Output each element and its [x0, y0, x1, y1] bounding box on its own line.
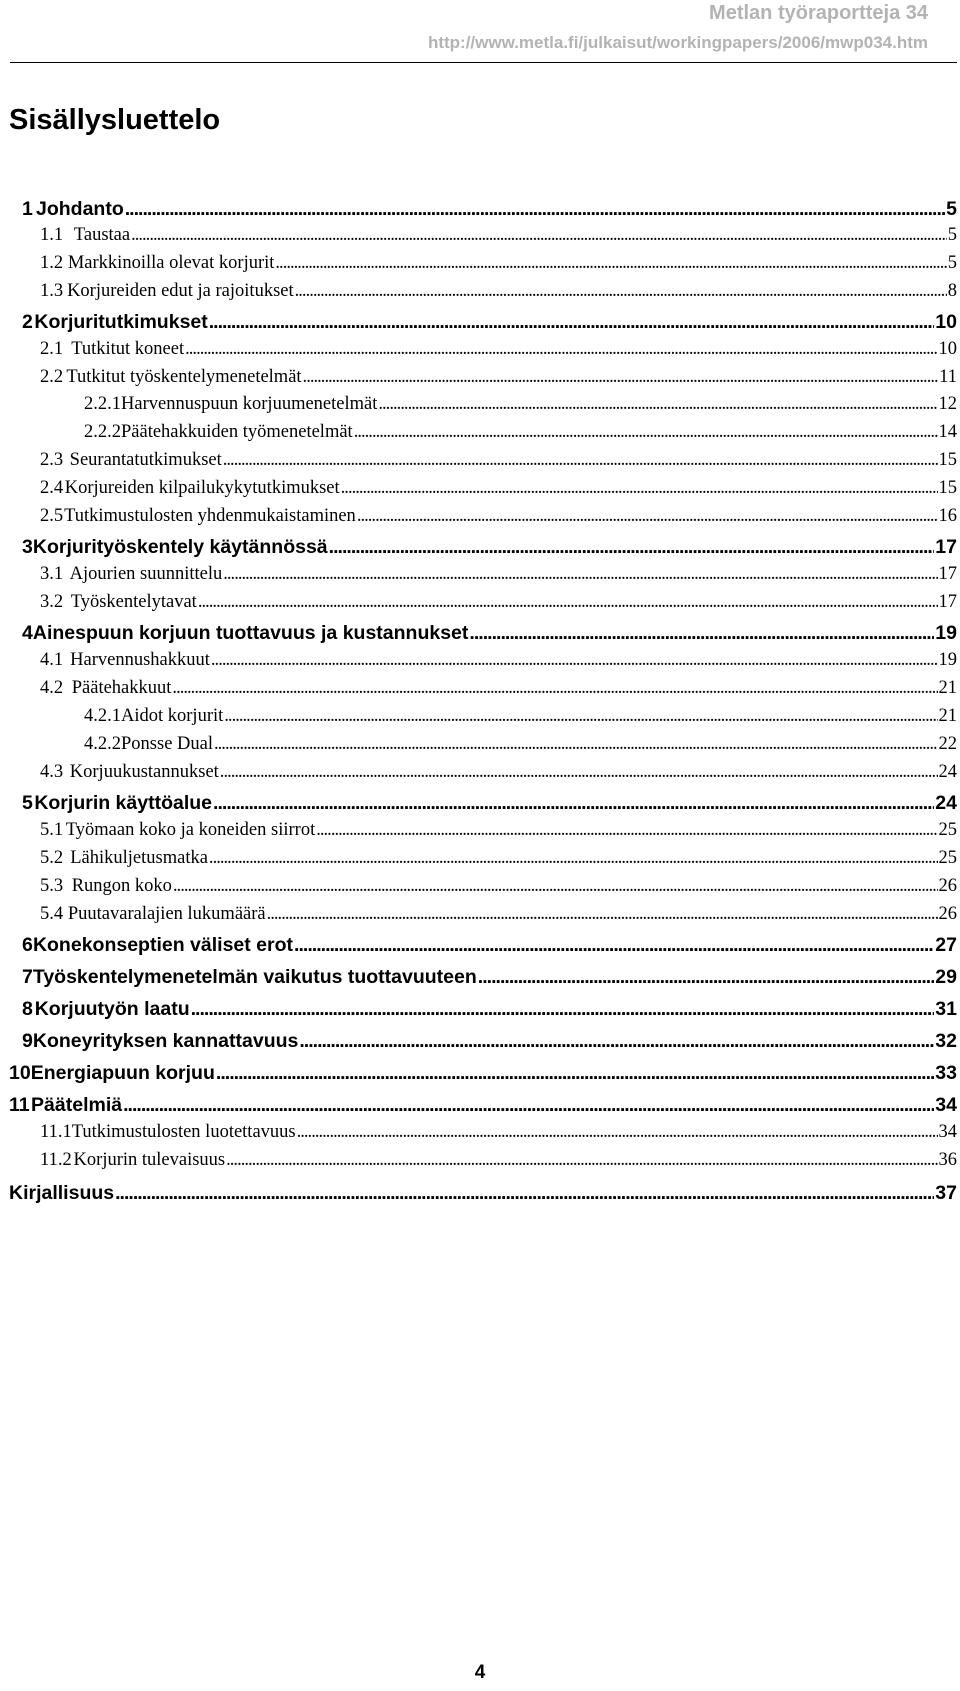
toc-label: Työskentelytavat — [70, 592, 197, 612]
dot-leader — [216, 1062, 934, 1085]
dot-leader — [267, 904, 938, 925]
toc-entry[interactable] — [40, 678, 957, 699]
toc-label: Harvennushakkuut — [70, 650, 210, 670]
toc-label: Konekonseptien väliset erot — [32, 934, 294, 956]
toc-label: Korjuutyön laatu — [34, 998, 190, 1020]
toc-label: Ainespuun korjuun tuottavuus ja kustannukset — [32, 622, 469, 644]
toc-label: Korjurityöskentely käytännössä — [32, 536, 328, 558]
toc-number: 2.2.2 — [84, 422, 121, 442]
toc-number: 5 — [22, 792, 33, 814]
toc-number: 11 — [9, 1094, 30, 1116]
toc-label: Tutkitut työskentelymenetelmät — [66, 367, 302, 387]
toc-label: Koneyrityksen kannattavuus — [32, 1030, 299, 1052]
toc-entry[interactable] — [22, 934, 957, 957]
toc-entry[interactable] — [9, 1094, 957, 1117]
dot-leader — [185, 339, 937, 360]
dot-leader — [294, 934, 934, 957]
toc-number: 2.4 — [40, 478, 64, 498]
dot-leader — [224, 706, 937, 727]
toc-entry[interactable] — [9, 1182, 957, 1205]
toc-entry[interactable] — [84, 706, 957, 727]
toc-number: 6 — [22, 934, 33, 956]
toc-entry[interactable] — [40, 506, 957, 527]
dot-leader — [378, 394, 937, 415]
dot-leader — [329, 536, 935, 559]
toc-number: 4.2.2 — [84, 734, 121, 754]
toc-label: Päätehakkuiden työmenetelmät — [121, 422, 353, 442]
dot-leader — [198, 592, 938, 613]
toc-entry[interactable] — [40, 848, 957, 869]
toc-entry[interactable] — [40, 478, 957, 499]
toc-number: 2.2 — [40, 367, 64, 387]
toc-entry[interactable] — [40, 281, 957, 302]
toc-label: Työmaan koko ja koneiden siirrot — [65, 820, 316, 840]
toc-page: 19 — [935, 622, 957, 644]
toc-label: Lähikuljetusmatka — [70, 848, 208, 868]
toc-page: 31 — [935, 998, 957, 1020]
dot-leader — [357, 506, 938, 527]
toc-page: 11 — [939, 367, 957, 387]
dot-leader — [115, 1182, 934, 1205]
toc-page: 24 — [938, 762, 957, 782]
toc-page: 16 — [938, 506, 957, 526]
toc-page: 12 — [938, 394, 957, 414]
toc-entry[interactable] — [40, 367, 957, 388]
toc-page: 26 — [938, 904, 957, 924]
toc-label: Kirjallisuus — [9, 1182, 115, 1204]
dot-leader — [354, 422, 938, 443]
toc-number: 1 — [22, 198, 33, 220]
dot-leader — [191, 998, 935, 1021]
toc-label: Korjuritutkimukset — [34, 311, 208, 333]
toc-label: Työskentelymenetelmän vaikutus tuottavuuteen — [32, 966, 477, 988]
toc-page: 36 — [938, 1150, 957, 1170]
page-number: 4 — [474, 1662, 486, 1683]
dot-leader — [223, 564, 937, 585]
toc-number: 5.4 — [40, 904, 64, 924]
toc-number: 11.2 — [40, 1150, 72, 1170]
toc-page: 29 — [935, 966, 957, 988]
dot-leader — [213, 792, 934, 815]
toc-label: Ponsse Dual — [121, 734, 213, 754]
toc-page: 22 — [938, 734, 957, 754]
toc-page: 21 — [938, 706, 957, 726]
toc-label: Markkinoilla olevat korjurit — [67, 253, 275, 273]
toc-number: 2.5 — [40, 506, 64, 526]
toc-number: 2.1 — [40, 339, 64, 359]
toc-entry[interactable] — [40, 339, 957, 360]
toc-entry[interactable] — [40, 820, 957, 841]
toc-page: 33 — [935, 1062, 957, 1084]
toc-page: 15 — [938, 450, 957, 470]
toc-label: Päätehakkuut — [71, 678, 172, 698]
dot-leader — [297, 1122, 938, 1143]
toc-number: 7 — [22, 966, 33, 988]
dot-leader — [226, 1150, 937, 1171]
toc-number: 4 — [22, 622, 33, 644]
dot-leader — [299, 1030, 934, 1053]
toc-number: 3.1 — [40, 564, 64, 584]
toc-number: 4.2.1 — [84, 706, 121, 726]
toc-label: Tutkimustulosten yhdenmukaistaminen — [64, 506, 356, 526]
toc-label: Päätelmiä — [31, 1094, 123, 1116]
toc-number: 2.2.1 — [84, 394, 121, 414]
toc-label: Harvennuspuun korjuumenetelmät — [121, 394, 378, 414]
dot-leader — [209, 311, 935, 334]
toc-entry[interactable] — [22, 792, 957, 815]
toc-page: 17 — [938, 564, 957, 584]
toc-entry[interactable] — [40, 904, 957, 925]
toc-entry[interactable] — [22, 622, 957, 645]
toc-page: 34 — [938, 1122, 957, 1142]
toc-page: 19 — [938, 650, 957, 670]
dot-leader — [341, 478, 938, 499]
document-url: http://www.metla.fi/julkaisut/workingpapers/2006/mwp034.htm — [427, 33, 928, 52]
toc-label: Korjureiden edut ja rajoitukset — [67, 281, 294, 301]
toc-entry[interactable] — [40, 253, 957, 274]
toc-label: Korjurin käyttöalue — [34, 792, 213, 814]
toc-page: 26 — [938, 876, 957, 896]
toc-label: Korjureiden kilpailukykytutkimukset — [64, 478, 340, 498]
dot-leader — [131, 225, 947, 246]
toc-page: 37 — [935, 1182, 957, 1204]
dot-leader — [123, 1094, 934, 1117]
toc-entry[interactable] — [40, 1150, 957, 1171]
toc-number: 1.1 — [40, 225, 64, 245]
toc-entry[interactable] — [22, 966, 957, 989]
toc-number: 3.2 — [40, 592, 64, 612]
dot-leader — [125, 198, 945, 221]
toc-page: 25 — [938, 820, 957, 840]
toc-number: 5.2 — [40, 848, 64, 868]
toc-page: 14 — [938, 422, 957, 442]
toc-number: 8 — [22, 998, 33, 1020]
toc-page: 5 — [946, 198, 957, 220]
dot-leader — [469, 622, 934, 645]
toc-number: 10 — [9, 1062, 31, 1084]
toc-page: 27 — [935, 934, 957, 956]
toc-number: 2.3 — [40, 450, 64, 470]
toc-number: 5.3 — [40, 876, 64, 896]
dot-leader — [275, 253, 946, 274]
toc-page: 5 — [947, 253, 957, 273]
dot-leader — [303, 367, 939, 388]
toc-page: 25 — [938, 848, 957, 868]
toc-page: 34 — [935, 1094, 957, 1116]
dot-leader — [173, 876, 938, 897]
toc-label: Puutavaralajien lukumäärä — [67, 904, 266, 924]
page-title: Sisällysluettelo — [9, 104, 221, 136]
toc-entry[interactable] — [84, 394, 957, 415]
dot-leader — [478, 966, 935, 989]
toc-number: 1.2 — [40, 253, 64, 273]
toc-number: 4.1 — [40, 650, 64, 670]
toc-page: 24 — [935, 792, 957, 814]
toc-label: Ajourien suunnittelu — [69, 564, 223, 584]
toc-entry[interactable] — [9, 1062, 957, 1085]
toc-entry[interactable] — [22, 198, 957, 221]
toc-label: Seurantatutkimukset — [69, 450, 222, 470]
toc-entry[interactable] — [22, 536, 957, 559]
toc-number: 9 — [22, 1030, 33, 1052]
toc-label: Energiapuun korjuu — [30, 1062, 215, 1084]
toc-label: Johdanto — [36, 198, 124, 220]
toc-entry[interactable] — [22, 998, 957, 1021]
toc-label: Taustaa — [73, 225, 131, 245]
toc-entry[interactable] — [40, 1122, 957, 1143]
toc-number: 1.3 — [40, 281, 64, 301]
toc-page: 15 — [938, 478, 957, 498]
toc-entry[interactable] — [22, 1030, 957, 1053]
toc-label: Rungon koko — [71, 876, 172, 896]
toc-entry[interactable] — [84, 734, 957, 755]
toc-number: 5.1 — [40, 820, 64, 840]
toc-number: 4.3 — [40, 762, 64, 782]
dot-leader — [172, 678, 937, 699]
dot-leader — [209, 848, 938, 869]
dot-leader — [295, 281, 947, 302]
toc-page: 17 — [935, 536, 957, 558]
dot-leader — [223, 450, 938, 471]
toc-label: Korjurin tulevaisuus — [73, 1150, 226, 1170]
series-title: Metlan työraportteja 34 — [709, 2, 928, 24]
toc-entry[interactable] — [40, 450, 957, 471]
toc-label: Tutkimustulosten luotettavuus — [71, 1122, 296, 1142]
toc-entry[interactable] — [40, 564, 957, 585]
toc-page: 32 — [935, 1030, 957, 1052]
toc-number: 2 — [22, 311, 33, 333]
toc-page: 21 — [938, 678, 957, 698]
toc-entry[interactable] — [40, 225, 957, 246]
toc-page: 8 — [947, 281, 957, 301]
dot-leader — [214, 734, 938, 755]
toc-entry[interactable] — [40, 592, 957, 613]
toc-number: 11.1 — [40, 1122, 72, 1142]
toc-label: Korjuukustannukset — [69, 762, 219, 782]
toc-number: 4.2 — [40, 678, 64, 698]
dot-leader — [220, 762, 938, 783]
toc-label: Aidot korjurit — [121, 706, 224, 726]
toc-number: 3 — [22, 536, 33, 558]
dot-leader — [211, 650, 938, 671]
dot-leader — [316, 820, 937, 841]
toc-page: 10 — [935, 311, 957, 333]
toc-entry[interactable] — [40, 650, 957, 671]
toc-entry[interactable] — [84, 422, 957, 443]
toc-page: 10 — [938, 339, 957, 359]
toc-entry[interactable] — [40, 762, 957, 783]
toc-label: Tutkitut koneet — [71, 339, 185, 359]
toc-entry[interactable] — [22, 311, 957, 334]
toc-page: 5 — [947, 225, 957, 245]
toc-entry[interactable] — [40, 876, 957, 897]
toc-page: 17 — [938, 592, 957, 612]
